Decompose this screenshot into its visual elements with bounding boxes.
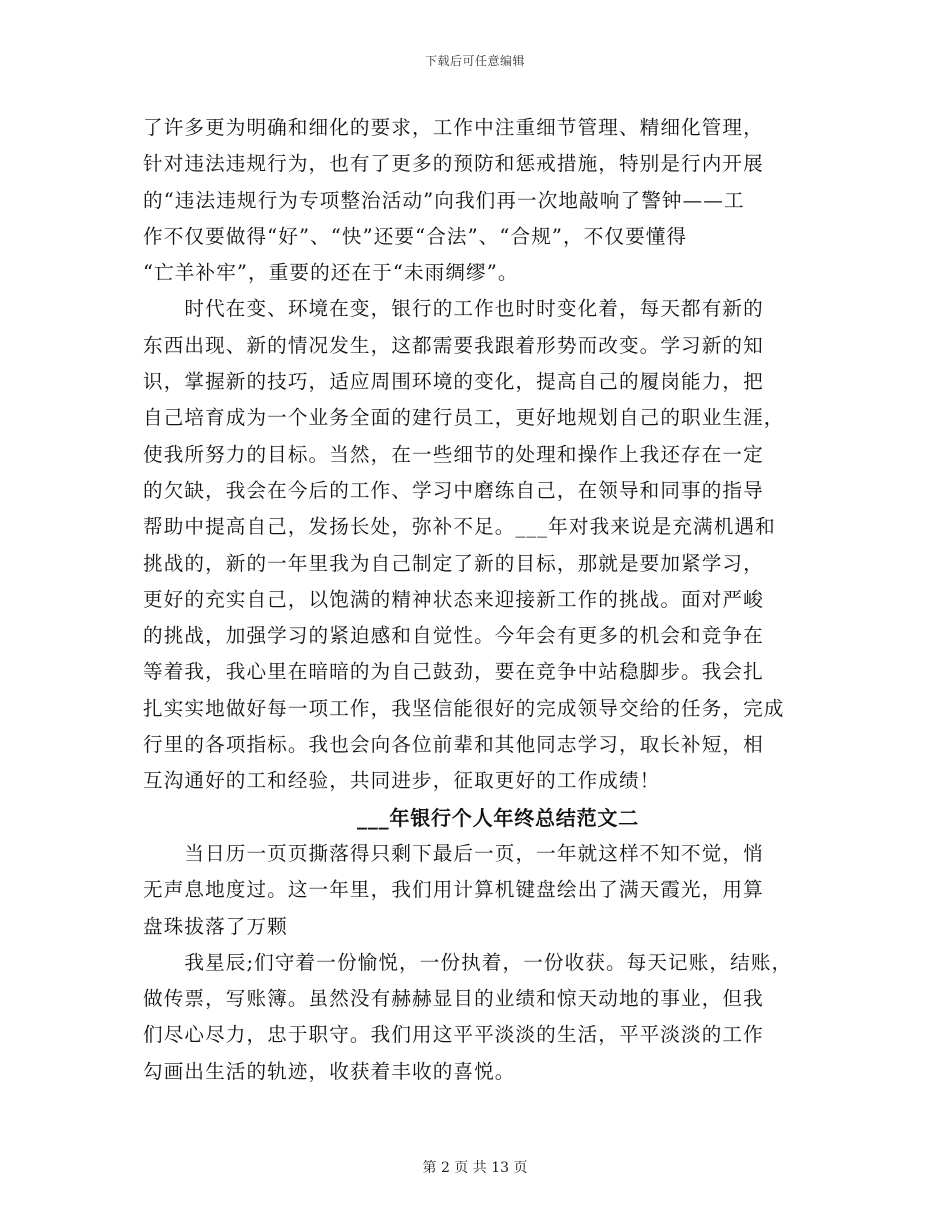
paragraph-line: 当日历一页页撕落得只剩下最后一页，一年就这样不知不觉，悄 (143, 841, 764, 865)
paragraph-line: 更好的充实自己，以饱满的精神状态来迎接新工作的挑战。面对严峻 (143, 587, 764, 611)
paragraph-line: 作不仅要做得“好”、“快”还要“合法”、“合规”，不仅要懂得 (143, 224, 688, 248)
page-indicator: 第 2 页 共 13 页 (422, 1160, 528, 1176)
paragraph-line: 做传票，写账簿。虽然没有赫赫显目的业绩和惊天动地的事业，但我 (143, 987, 764, 1011)
paragraph-line: 盘珠拔落了万颗 (143, 914, 288, 938)
paragraph-line: 帮助中提高自己，发扬长处，弥补不足。___年对我来说是充满机遇和 (143, 515, 776, 539)
paragraph-line: 识，掌握新的技巧，适应周围环境的变化，提高自己的履岗能力，把 (143, 370, 764, 394)
paragraph-line: 的“违法违规行为专项整治活动”向我们再一次地敲响了警钟——工 (143, 188, 745, 212)
paragraph-line: 等着我，我心里在暗暗的为自己鼓劲，要在竞争中站稳脚步。我会扎 (143, 660, 764, 684)
paragraph-line: 无声息地度过。这一年里，我们用计算机键盘绘出了满天霞光，用算 (143, 878, 764, 902)
paragraph-line: 的挑战，加强学习的紧迫感和自觉性。今年会有更多的机会和竞争在 (143, 624, 764, 648)
section-heading: ___年银行个人年终总结范文二 (357, 805, 639, 830)
paragraph-line: 勾画出生活的轨迹，收获着丰收的喜悦。 (143, 1059, 516, 1083)
paragraph-line: 扎实实地做好每一项工作，我坚信能很好的完成领导交给的任务，完成 (143, 696, 785, 720)
paragraph-line: “亡羊补牢”，重要的还在于“未雨绸缪”。 (143, 261, 519, 285)
paragraph-line: 互沟通好的工和经验，共同进步，征取更好的工作成绩！ (143, 769, 661, 793)
paragraph-line: 了许多更为明确和细化的要求，工作中注重细节管理、精细化管理， (143, 116, 764, 139)
paragraph-line: 针对违法违规行为，也有了更多的预防和惩戒措施，特别是行内开展 (143, 152, 764, 176)
paragraph-line: 行里的各项指标。我也会向各位前辈和其他同志学习，取长补短，相 (143, 733, 764, 757)
paragraph-line: 挑战的，新的一年里我为自己制定了新的目标，那就是要加紧学习， (143, 551, 764, 575)
document-body (143, 110, 823, 1090)
header-note: 下载后可任意编辑 (424, 54, 525, 68)
paragraph-line: 时代在变、环境在变，银行的工作也时时变化着，每天都有新的 (143, 297, 764, 321)
paragraph-line: 使我所努力的目标。当然，在一些细节的处理和操作上我还存在一定 (143, 442, 764, 466)
paragraph-line: 东西出现、新的情况发生，这都需要我跟着形势而改变。学习新的知 (143, 333, 764, 357)
paragraph-line: 们尽心尽力，忠于职守。我们用这平平淡淡的生活，平平淡淡的工作 (143, 1023, 764, 1047)
paragraph-line: 的欠缺，我会在今后的工作、学习中磨练自己，在领导和同事的指导 (143, 478, 764, 502)
paragraph-line: 我星辰;们守着一份愉悦，一份执着，一份收获。每天记账，结账， (143, 950, 793, 974)
paragraph-line: 自己培育成为一个业务全面的建行员工，更好地规划自己的职业生涯， (143, 406, 785, 430)
